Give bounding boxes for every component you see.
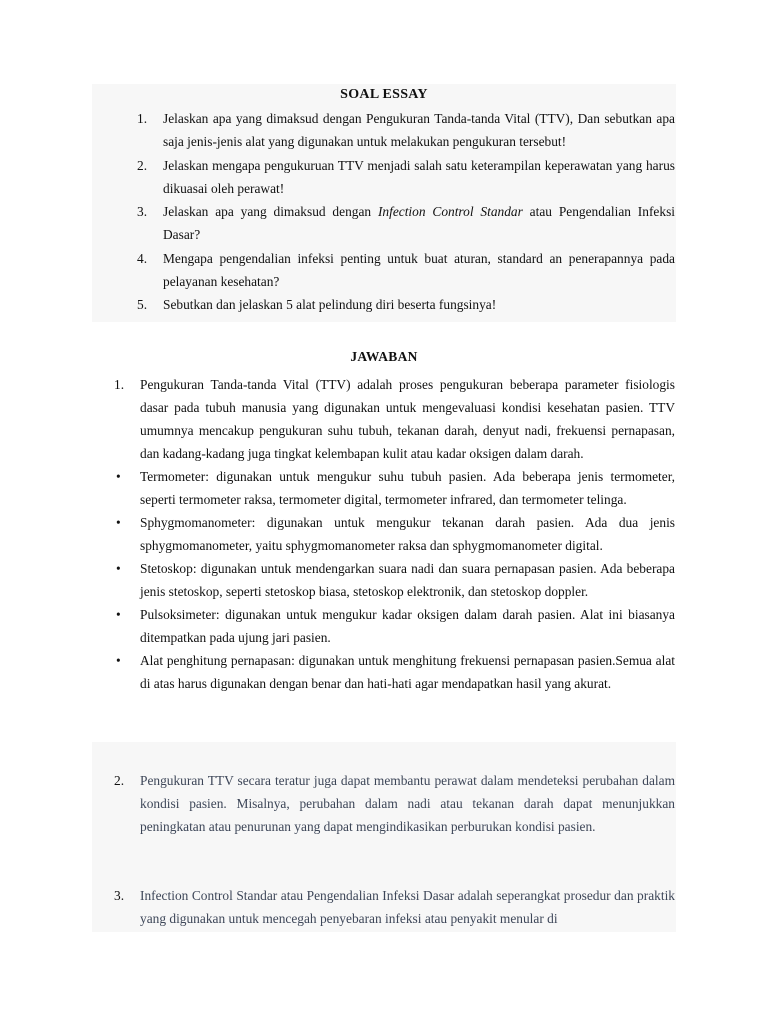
question-text: Jelaskan mengapa pengukuruan TTV menjadi salah satu keterampilan keperawatan yang harus dikuasai oleh perawat! — [163, 157, 675, 196]
question-item — [137, 107, 675, 153]
answer-text: Pengukuran Tanda-tanda Vital (TTV) adalah proses pengukuran beberapa parameter fisiologis dasar pada tubuh manusia yang digunakan untuk mengevaluasi kondisi kesehatan pasien. TTV umumnya mencakup pengukuran suhu tubuh, tekanan darah, denyut nadi, frekuensi pernapasan, dan kadang-kadang juga tingkat kelembapan kulit atau kadar oksigen dalam darah. — [140, 377, 675, 461]
answer-number: 3. — [114, 888, 125, 903]
jawaban-title: JAWABAN — [350, 349, 418, 364]
answer-item — [114, 884, 675, 930]
bullet-item — [114, 511, 675, 557]
question-item — [137, 293, 675, 316]
bullet-item — [114, 603, 675, 649]
answer-number: 2. — [114, 773, 125, 788]
question-number: 2. — [137, 157, 148, 173]
bullet-item — [114, 557, 675, 603]
question-number: 5. — [137, 297, 148, 313]
bullet-text: Termometer: digunakan untuk mengukur suhu tubuh pasien. Ada beberapa jenis termometer, seperti termometer raksa, termometer digital, termometer infrared, dan termometer telinga. — [140, 469, 675, 507]
answer-text: Infection Control Standar atau Pengendalian Infeksi Dasar adalah seperangkat prosedur dan praktik yang digunakan untuk mencegah penyebaran infeksi atau penyakit menular di — [140, 888, 675, 926]
bullet-symbol: • — [116, 607, 121, 622]
question-text-italic: Infection Control Standar — [377, 204, 523, 220]
question-item — [137, 200, 675, 246]
bullet-item — [114, 649, 675, 695]
bullet-symbol: • — [116, 515, 121, 530]
answer-block — [114, 373, 675, 695]
question-list — [137, 107, 675, 317]
question-text: Jelaskan apa yang dimaksud dengan Pengukuran Tanda-tanda Vital (TTV), Dan sebutkan apa saja jenis-jenis alat yang digunakan untuk melakukan pengukuran tersebut! — [163, 111, 675, 149]
answer-text: Pengukuran TTV secara teratur juga dapat membantu perawat dalam mendeteksi perubahan dalam kondisi pasien. Misalnya, perubahan dalam nadi atau tekanan darah dapat menunjukkan peningkatan atau penurunan yang dapat mengindikasikan perburukan kondisi pasien. — [140, 773, 675, 834]
bullet-text: Pulsoksimeter: digunakan untuk mengukur kadar oksigen dalam darah pasien. Alat ini biasanya ditempatkan pada ujung jari pasien. — [140, 607, 675, 645]
bullet-text: Alat penghitung pernapasan: digunakan untuk menghitung frekuensi pernapasan pasien.Semua alat di atas harus digunakan dengan benar dan hati-hati agar mendapatkan hasil yang akurat. — [140, 653, 675, 691]
answer-block-3 — [114, 884, 675, 930]
question-item — [137, 247, 675, 293]
question-item — [137, 154, 675, 200]
bullet-symbol: • — [116, 561, 121, 576]
soal-title: SOAL ESSAY — [340, 87, 428, 102]
bullet-text: Sphygmomanometer: digunakan untuk mengukur tekanan darah pasien. Ada dua jenis sphygmomanometer, yaitu sphygmomanometer raksa dan sphygmomanometer digital. — [140, 515, 675, 553]
question-text: Mengapa pengendalian infeksi penting untuk buat aturan, standard an penerapannya pada pelayanan kesehatan? — [163, 250, 675, 289]
bullet-symbol: • — [116, 653, 121, 668]
answer-item — [114, 373, 675, 465]
answer-item — [114, 769, 675, 838]
question-number: 1. — [137, 111, 148, 126]
bullet-text: Stetoskop: digunakan untuk mendengarkan suara nadi dan suara pernapasan pasien. Ada beberapa jenis stetoskop, seperti stetoskop biasa, stetoskop elektronik, dan stetoskop doppler. — [140, 561, 675, 599]
answer-block-2 — [114, 769, 675, 838]
question-text-pre: Jelaskan apa yang dimaksud dengan — [163, 204, 378, 220]
question-text-post: atau Pengendalian Infeksi Dasar? — [163, 204, 675, 243]
bullet-symbol: • — [116, 469, 121, 484]
answer-number: 1. — [114, 377, 125, 392]
question-text: Sebutkan dan jelaskan 5 alat pelindung diri beserta fungsinya! — [163, 297, 497, 313]
question-number: 3. — [137, 204, 148, 220]
bullet-item — [114, 465, 675, 511]
question-number: 4. — [137, 250, 148, 266]
